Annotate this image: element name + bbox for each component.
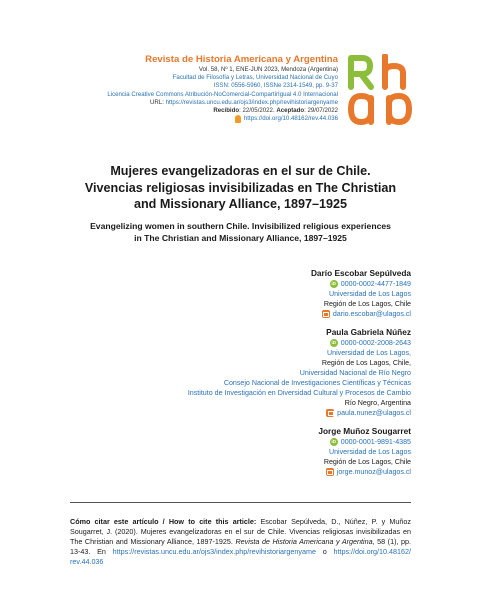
article-title <box>40 163 441 213</box>
accepted-label: Aceptado <box>276 107 305 115</box>
url-line <box>18 99 338 107</box>
citation-block <box>70 517 411 567</box>
citation-body: Escobar Sepúlveda, D., Núñez, P. y Muñoz Sougarret, J. (2020). Mujeres evangelizadoras en el sur de Chile. Vivencias religiosas invisibilizadas en The Christian and Missionary Alliance, 1897-1925. <box>70 517 411 546</box>
faculty-info: Facultad de Filosofía y Letras, Universidad Nacional de Cuyo <box>172 74 338 82</box>
received-date: : 22/05/2022. <box>239 107 277 115</box>
email-icon <box>326 409 334 417</box>
author-name: Darío Escobar Sepúlveda <box>310 268 411 278</box>
dates-line <box>18 107 338 115</box>
author-orcid <box>51 279 411 289</box>
orcid-icon <box>330 438 338 446</box>
open-access-icon <box>235 115 241 123</box>
author-affiliation: Universidad de Los Lagos <box>328 290 411 298</box>
orcid-link[interactable]: 0000-0001-9891-4385 <box>340 438 411 446</box>
author-email <box>51 408 411 418</box>
author-affiliation: Universidad de Los Lagos <box>328 448 411 456</box>
citation-label: Cómo citar este artículo / How to cite this article: <box>70 517 257 526</box>
citation-journal: Revista de Historia Americana y Argentina <box>235 536 373 546</box>
citation-tail: , 58 (1), pp. 13-43. En <box>70 536 411 556</box>
email-icon <box>322 310 330 318</box>
journal-url-link[interactable]: https://revistas.uncu.edu.ar/ojs3/index.php/revihistoriargenyame <box>165 98 338 106</box>
orcid-link[interactable]: 0000-0002-2008-2643 <box>340 339 411 347</box>
citation-doi-link[interactable]: https://doi.org/10.48162/ rev.44.036 <box>70 546 411 566</box>
citation-or: o <box>316 546 334 556</box>
orcid-icon <box>330 280 338 288</box>
author-list <box>51 268 411 477</box>
author-orcid <box>51 437 411 447</box>
author-affiliation: Universidad de Los Lagos, <box>327 349 411 357</box>
doi-link[interactable]: https://doi.org/10.48162/rev.44.036 <box>243 115 338 123</box>
title-line: Vivencias religiosas invisibilizadas en The Christian <box>84 180 397 195</box>
journal-name: Revista de Historia Americana y Argentina <box>145 54 338 65</box>
author-affiliation: Consejo Nacional de Investigaciones Científicas y Técnicas <box>223 379 411 387</box>
license-link[interactable]: Licencia Creative Commons Atribución-NoComercial-CompartirIgual 4.0 Internacional <box>107 90 338 98</box>
article-subtitle <box>40 221 441 244</box>
orcid-icon <box>330 339 338 347</box>
author-place: Río Negro, Argentina <box>344 399 411 407</box>
subtitle-line: in The Christian and Missionary Alliance, 1897–1925 <box>134 232 347 243</box>
author-affiliation: Instituto de Investigación en Diversidad Cultural y Procesos de Cambio <box>187 389 411 397</box>
divider <box>70 502 411 503</box>
journal-header <box>18 54 338 123</box>
journal-logo-icon <box>345 54 415 126</box>
author-orcid <box>51 338 411 348</box>
email-icon <box>326 468 334 476</box>
subtitle-line: Evangelizing women in southern Chile. Invisibilized religious experiences <box>90 221 391 231</box>
title-line: Mujeres evangelizadoras en el sur de Chile. <box>110 164 371 178</box>
orcid-link[interactable]: 0000-0002-4477-1849 <box>340 280 411 288</box>
author-affiliation: Universidad Nacional de Río Negro <box>299 369 411 377</box>
author-name: Paula Gabriela Núñez <box>326 327 411 337</box>
volume-info: Vol. 58, Nº 1, ENE-JUN 2023, Mendoza (Argentina) <box>198 66 338 73</box>
accepted-date: : 29/07/2022 <box>304 107 338 115</box>
url-label: URL: <box>150 98 166 106</box>
author-place: Región de Los Lagos, Chile, <box>321 359 411 367</box>
author-email <box>51 467 411 477</box>
email-link[interactable]: jorge.munoz@ulagos.cl <box>336 468 411 476</box>
author-name: Jorge Muñoz Sougarret <box>318 426 411 436</box>
email-link[interactable]: dario.escobar@ulagos.cl <box>332 310 411 318</box>
issn-info[interactable]: ISSN: 0556-5960, ISSNe 2314-1549, pp. 9-37 <box>213 82 338 90</box>
title-line: and Missionary Alliance, 1897–1925 <box>133 197 348 211</box>
author-place: Región de Los Lagos, Chile <box>323 458 411 466</box>
citation-url-link[interactable]: https://revistas.uncu.edu.ar/ojs3/index.php/revihistoriargenyame <box>112 546 316 556</box>
received-label: Recibido <box>213 107 240 115</box>
doi-line <box>18 115 338 123</box>
author-place: Región de Los Lagos, Chile <box>323 300 411 308</box>
email-link[interactable]: paula.nunez@ulagos.cl <box>337 409 411 417</box>
author-email <box>51 309 411 319</box>
